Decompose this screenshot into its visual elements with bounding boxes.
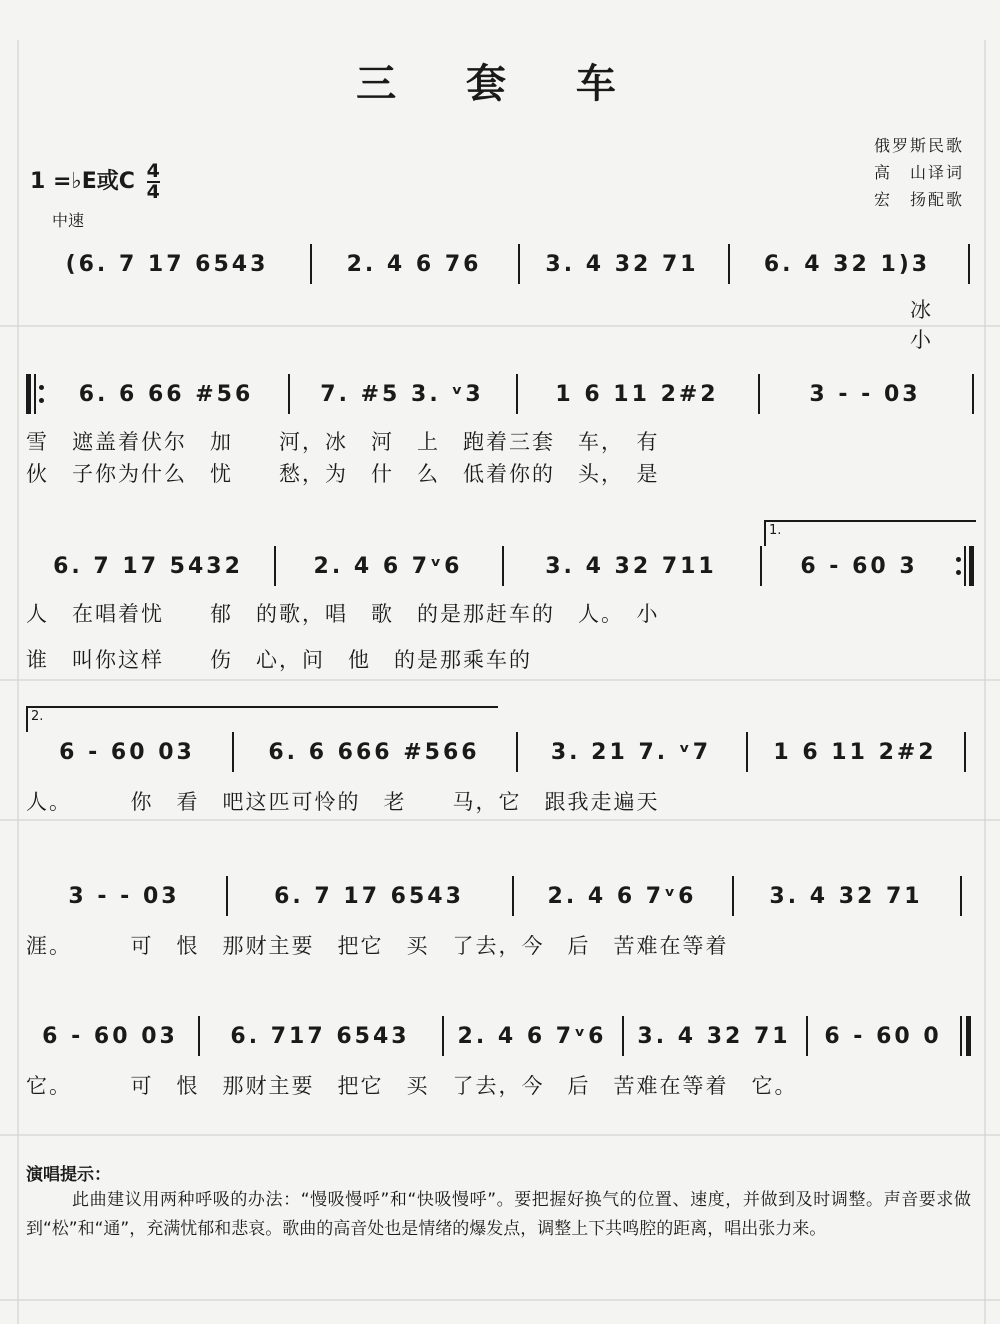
time-signature: [147, 162, 160, 202]
volta-2: [26, 706, 498, 732]
key-signature: [30, 162, 160, 202]
lyric-verse-1: 人 在唱着忧 郁 的歌，唱 歌 的是那赶车的 人。 小: [26, 602, 660, 626]
barline: [274, 546, 276, 586]
lyric-verse-1: 它。 可 恨 那财主要 把它 买 了去，今 后 苦难在等着 它。: [26, 1074, 798, 1098]
measure: 2. 4 6 76: [346, 251, 482, 277]
measure: 7. #5 3. ᵛ3: [320, 381, 484, 407]
measure: 6. 717 6543: [230, 1023, 410, 1049]
credit-origin: 俄罗斯民歌: [873, 136, 964, 155]
measure: 6 - 60 03: [42, 1023, 178, 1049]
barline: [968, 244, 970, 284]
measure: 3 - - 03: [809, 381, 921, 407]
barline: [502, 546, 504, 586]
meter-bottom: 4: [146, 181, 160, 203]
meter-top: 4: [146, 160, 160, 182]
performance-tips-heading: 演唱提示：: [26, 1165, 111, 1185]
barline: [442, 1016, 444, 1056]
lyric-verse-2: 伙 子你为什么 忧 愁，为 什 么 低着你的 头， 是: [26, 462, 660, 486]
tempo-marking: 中速: [52, 211, 85, 230]
repeat-dot: [39, 385, 44, 390]
measure: 2. 4 6 7ᵛ6: [457, 1023, 607, 1049]
barline: [232, 732, 234, 772]
lyric-verse-1: 雪 遮盖着伏尔 加 河，冰 河 上 跑着三套 车， 有: [26, 430, 660, 454]
barline: [758, 374, 760, 414]
credits: [874, 132, 964, 213]
score-line-4: [26, 732, 976, 772]
measure: 6. 4 32 1)3: [763, 251, 931, 277]
volta-label: 1.: [769, 523, 782, 538]
measure: 6 - 60 3: [800, 553, 918, 579]
barline: [518, 244, 520, 284]
barline: [512, 876, 514, 916]
measure: 1 6 11 2#2: [555, 381, 719, 407]
repeat-dot: [39, 398, 44, 403]
barline: [288, 374, 290, 414]
measure: 6. 7 17 5432: [53, 553, 243, 579]
final-barline: [966, 1016, 971, 1056]
volta-1: [764, 520, 976, 546]
barline: [732, 876, 734, 916]
barline: [310, 244, 312, 284]
measure: 3. 4 32 711: [545, 553, 717, 579]
barline: [34, 374, 36, 414]
score-line-2: [26, 374, 976, 414]
barline: [964, 732, 966, 772]
performance-tips-body: 此曲建议用两种呼吸的办法：“慢吸慢呼”和“快吸慢呼”。要把握好换气的位置、速度，并做到及时调整。声音要求做到“松”和“通”，充满忧郁和悲哀。歌曲的高音处也是情绪的爆发点，调整上下共鸣腔的距离，唱出张力来。: [26, 1190, 971, 1239]
barline: [760, 546, 762, 586]
score-line-5: [26, 876, 976, 916]
barline: [972, 374, 974, 414]
volta-label: 2.: [31, 709, 44, 724]
barline: [960, 876, 962, 916]
score-line-1: [26, 244, 976, 284]
barline: [964, 546, 966, 586]
barline: [806, 1016, 808, 1056]
barline: [960, 1016, 962, 1056]
repeat-dot: [956, 570, 961, 575]
measure: 6 - 60 03: [59, 739, 195, 765]
measure: 3. 21 7. ᵛ7: [550, 739, 712, 765]
repeat-start-barline: [26, 374, 31, 414]
measure: 3. 4 32 71: [769, 883, 923, 909]
lyric-verse-1: 涯。 可 恨 那财主要 把它 买 了去，今 后 苦难在等着: [26, 934, 729, 958]
credit-arranger: 宏 扬配歌: [873, 190, 964, 209]
measure: 2. 4 6 7ᵛ6: [547, 883, 697, 909]
repeat-dot: [956, 557, 961, 562]
repeat-end-barline: [969, 546, 974, 586]
lyric-pickup: 小: [910, 328, 933, 352]
barline: [516, 732, 518, 772]
measure: 1 6 11 2#2: [773, 739, 937, 765]
measure: (6. 7 17 6543: [65, 251, 269, 277]
measure: 6. 7 17 6543: [274, 883, 464, 909]
lyric-verse-2: 谁 叫你这样 伤 心，问 他 的是那乘车的: [26, 648, 532, 672]
measure: 3. 4 32 71: [637, 1023, 791, 1049]
measure: 6. 6 66 #56: [78, 381, 254, 407]
barline: [516, 374, 518, 414]
score-line-3: [26, 546, 976, 586]
barline: [746, 732, 748, 772]
measure: 2. 4 6 7ᵛ6: [313, 553, 463, 579]
song-title: 三 套 车: [356, 61, 644, 107]
lyric-pickup: 冰: [910, 298, 933, 322]
lyric-verse-1: 人。 你 看 吧这匹可怜的 老 马，它 跟我走遍天: [26, 790, 660, 814]
measure: 6 - 60 0: [824, 1023, 942, 1049]
credit-lyricist: 高 山译词: [873, 163, 964, 182]
barline: [728, 244, 730, 284]
barline: [226, 876, 228, 916]
score-line-6: [26, 1016, 976, 1056]
key-text: 1 =♭E或C: [30, 169, 135, 194]
barline: [622, 1016, 624, 1056]
measure: 6. 6 666 #566: [268, 739, 480, 765]
measure: 3. 4 32 71: [545, 251, 699, 277]
barline: [198, 1016, 200, 1056]
measure: 3 - - 03: [68, 883, 180, 909]
